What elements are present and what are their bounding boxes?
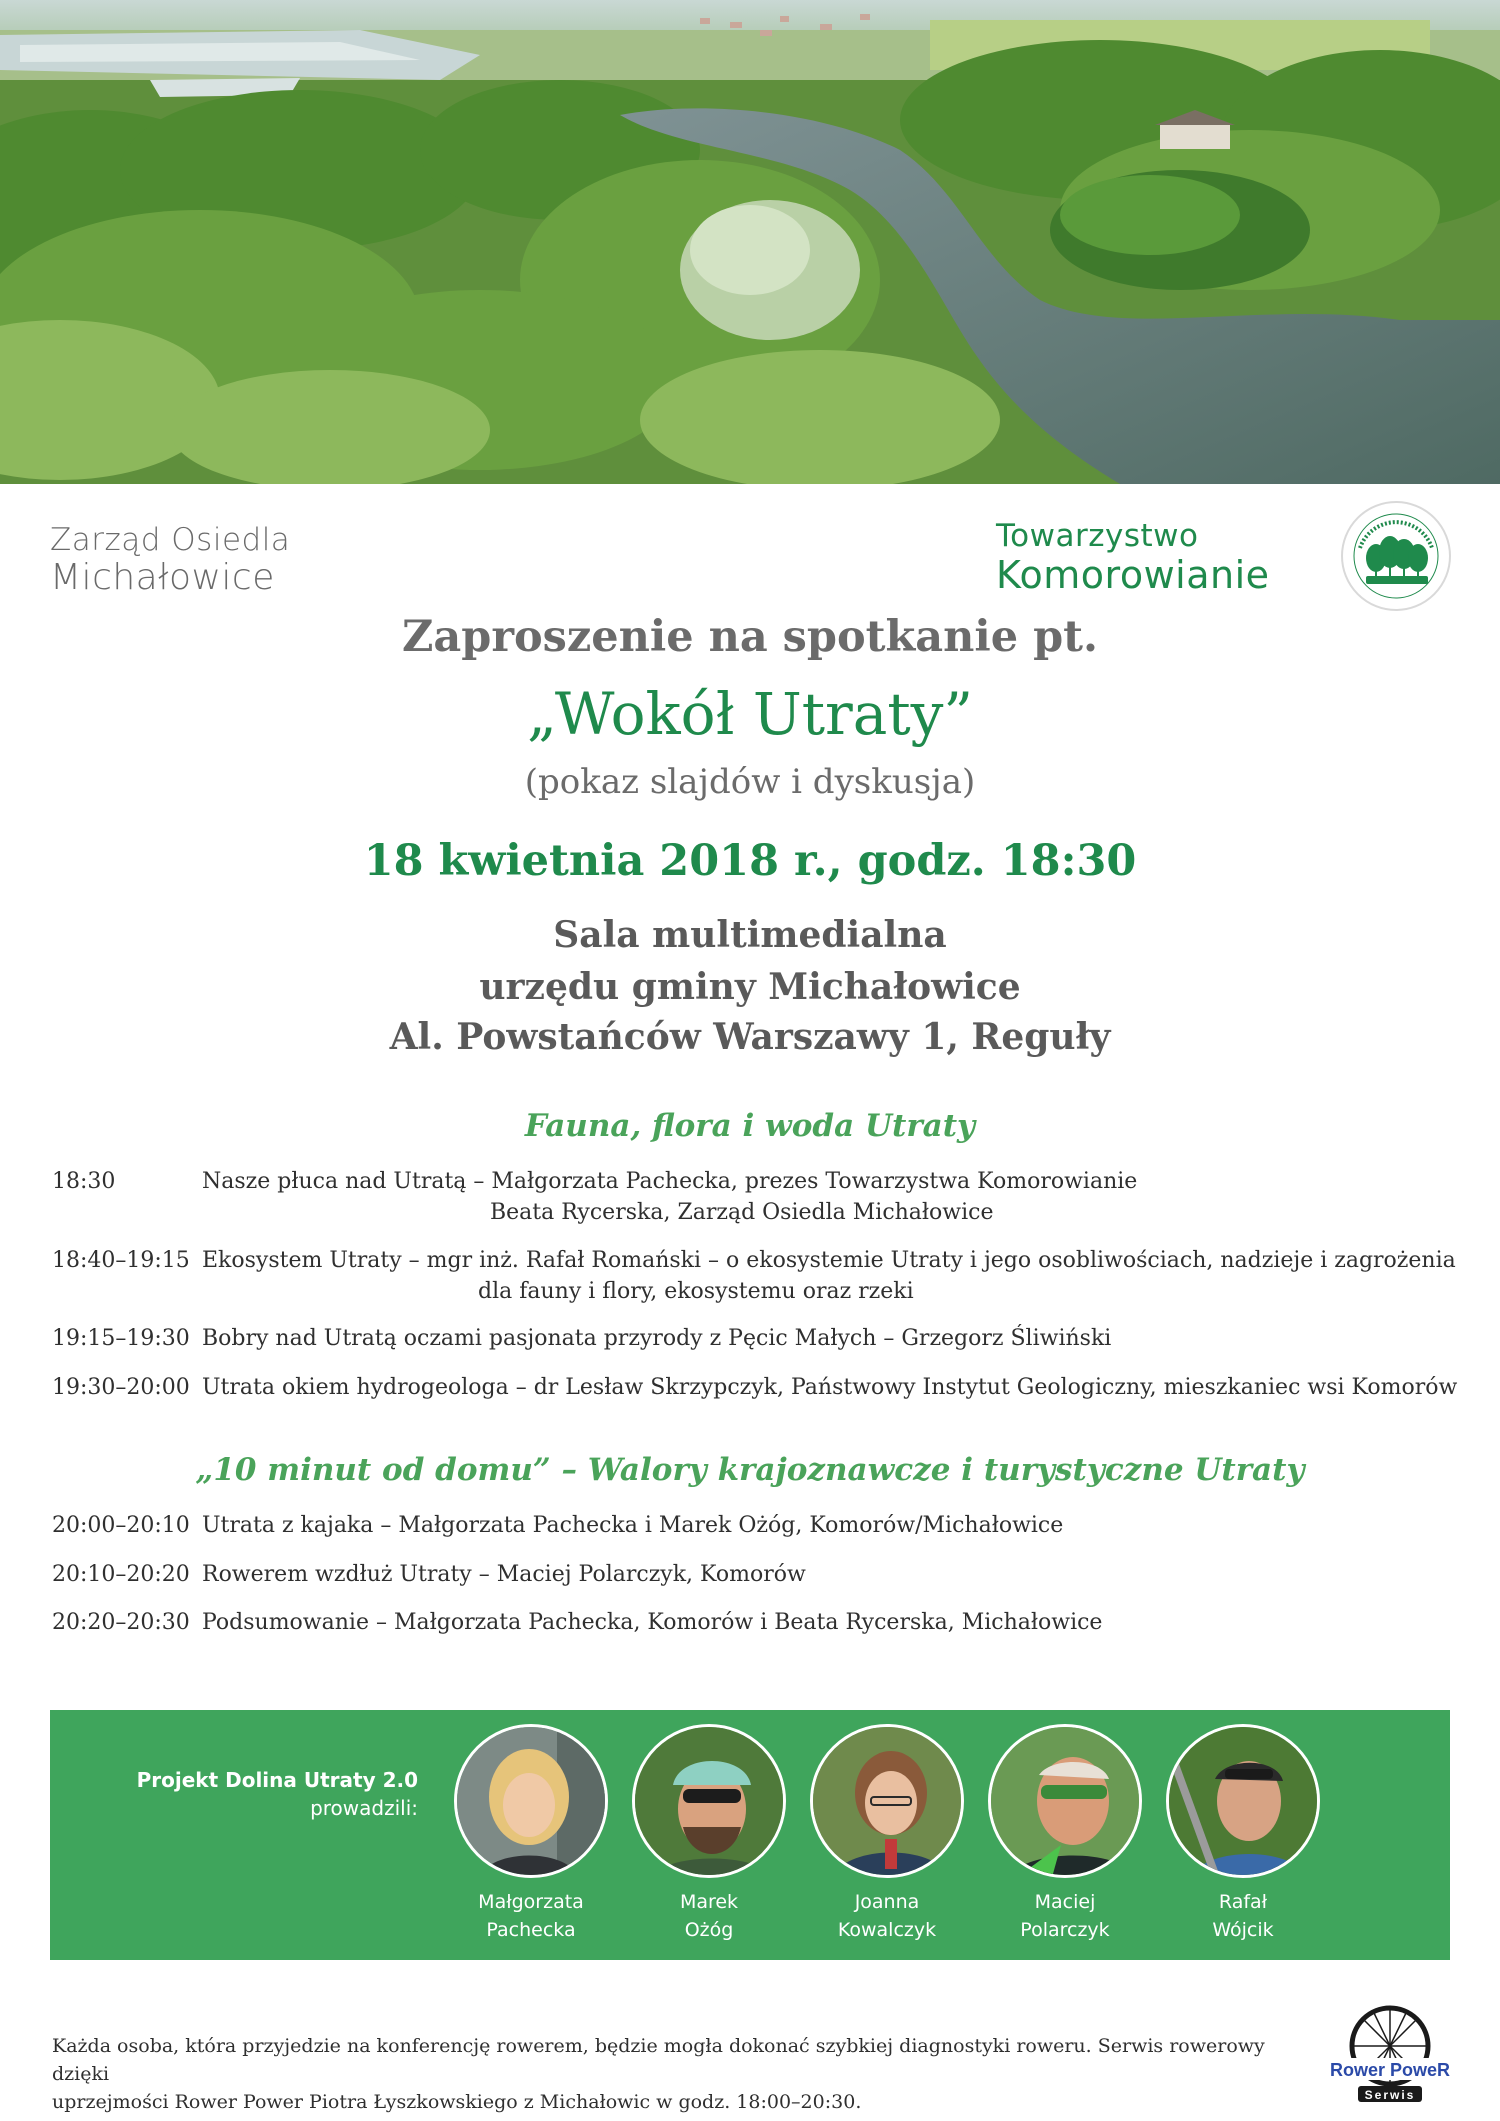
avatar bbox=[454, 1724, 608, 1878]
person-last-name: Pachecka bbox=[486, 1919, 576, 1941]
program-text: Nasze płuca nad Utratą – Małgorzata Pachecka, prezes Towarzystwa Komorowianie bbox=[202, 1169, 1138, 1194]
person-name bbox=[1158, 1888, 1328, 1944]
program-text: Utrata okiem hydrogeologa – dr Lesław Skrzypczyk, Państwowy Instytut Geologiczny, mieszkaniec wsi Komorów bbox=[202, 1375, 1458, 1400]
footer-note bbox=[52, 2032, 1282, 2116]
program-text: Ekosystem Utraty – mgr inż. Rafał Romański – o ekosystemie Utraty i jego osobliwościach, nadzieje i zagrożenia bbox=[202, 1248, 1456, 1273]
person-card bbox=[446, 1724, 616, 1944]
program-item bbox=[52, 1323, 1472, 1355]
person-name bbox=[446, 1888, 616, 1944]
portrait-image bbox=[813, 1727, 964, 1878]
svg-text:Serwis: Serwis bbox=[1364, 2088, 1416, 2102]
towarzystwo-komorowianie-logo bbox=[996, 518, 1270, 596]
event-title: „Wokół Utraty” bbox=[526, 680, 974, 748]
program-time: 20:10–20:20 bbox=[52, 1562, 190, 1587]
right-org-line2: Komorowianie bbox=[996, 553, 1270, 597]
footer-line1: Każda osoba, która przyjedzie na konferencję rowerem, będzie mogła dokonać szybkiej diagnostyki roweru. Serwis rowerowy dzięki bbox=[52, 2035, 1265, 2085]
event-place-line3: Al. Powstańców Warszawy 1, Reguły bbox=[389, 1016, 1111, 1058]
portrait-image bbox=[1169, 1727, 1320, 1878]
program-text: Utrata z kajaka – Małgorzata Pachecka i Marek Ożóg, Komorów/Michałowice bbox=[202, 1513, 1064, 1538]
person-last-name: Kowalczyk bbox=[837, 1919, 937, 1941]
person-card bbox=[624, 1724, 794, 1944]
event-subtitle: (pokaz slajdów i dyskusja) bbox=[524, 762, 976, 802]
person-card bbox=[1158, 1724, 1328, 1944]
seal-icon bbox=[1340, 500, 1452, 612]
zarzad-osiedla-logo bbox=[50, 522, 290, 598]
program-desc bbox=[202, 1245, 1472, 1307]
program-item bbox=[52, 1166, 1472, 1230]
person-name bbox=[624, 1888, 794, 1944]
left-org-line2: Michałowice bbox=[50, 557, 275, 598]
event-place-line2: urzędu gminy Michałowice bbox=[479, 966, 1021, 1008]
hero-landscape-photo bbox=[0, 0, 1500, 484]
program-text-cont: Beata Rycerska, Zarząd Osiedla Michałowice bbox=[490, 1200, 994, 1225]
program-text: Podsumowanie – Małgorzata Pachecka, Komorów i Beata Rycerska, Michałowice bbox=[202, 1610, 1103, 1635]
person-name bbox=[980, 1888, 1150, 1944]
svg-text:Rower PoweR: Rower PoweR bbox=[1330, 2060, 1450, 2080]
program-desc bbox=[202, 1166, 1472, 1228]
hero-landscape-image bbox=[0, 0, 1500, 484]
program-text: Rowerem wzdłuż Utraty – Maciej Polarczyk, Komorów bbox=[202, 1562, 806, 1587]
portrait-image bbox=[991, 1727, 1142, 1878]
program-item bbox=[52, 1510, 1472, 1542]
program-time: 20:20–20:30 bbox=[52, 1610, 190, 1635]
event-date: 18 kwietnia 2018 r., godz. 18:30 bbox=[363, 836, 1137, 886]
section1-heading: Fauna, flora i woda Utraty bbox=[524, 1108, 976, 1144]
person-card bbox=[802, 1724, 972, 1944]
program-item bbox=[52, 1607, 1472, 1639]
avatar bbox=[988, 1724, 1142, 1878]
section2-heading: „10 minut od domu” – Walory krajoznawcze i turystyczne Utraty bbox=[195, 1452, 1305, 1488]
person-first-name: Maciej bbox=[1034, 1891, 1096, 1913]
komorowianie-seal-logo bbox=[1340, 500, 1452, 612]
bicycle-wheel-icon bbox=[1330, 2000, 1450, 2110]
program-text-cont: dla fauny i flory, ekosystemu oraz rzeki bbox=[478, 1279, 914, 1304]
person-first-name: Joanna bbox=[854, 1891, 920, 1913]
person-card bbox=[980, 1724, 1150, 1944]
program-time: 18:40–19:15 bbox=[52, 1248, 190, 1273]
person-first-name: Marek bbox=[679, 1891, 739, 1913]
person-last-name: Polarczyk bbox=[1020, 1919, 1110, 1941]
avatar bbox=[632, 1724, 786, 1878]
person-last-name: Ożóg bbox=[684, 1919, 734, 1941]
portrait-image bbox=[457, 1727, 608, 1878]
led-by-label: prowadzili: bbox=[310, 1796, 418, 1820]
invitation-intro: Zaproszenie na spotkanie pt. bbox=[402, 612, 1098, 662]
program-time: 20:00–20:10 bbox=[52, 1513, 190, 1538]
program-time: 19:30–20:00 bbox=[52, 1375, 190, 1400]
person-name bbox=[802, 1888, 972, 1944]
program-text: Bobry nad Utratą oczami pasjonata przyrody z Pęcic Małych – Grzegorz Śliwiński bbox=[202, 1326, 1112, 1351]
project-leaders-band bbox=[50, 1710, 1450, 1960]
project-label bbox=[50, 1766, 418, 1822]
portrait-image bbox=[635, 1727, 786, 1878]
program-item bbox=[52, 1372, 1472, 1404]
program-item bbox=[52, 1245, 1472, 1309]
project-name: Projekt Dolina Utraty 2.0 bbox=[136, 1768, 418, 1792]
person-first-name: Rafał bbox=[1218, 1891, 1268, 1913]
person-last-name: Wójcik bbox=[1212, 1919, 1274, 1941]
program-time: 19:15–19:30 bbox=[52, 1326, 190, 1351]
footer-line2: uprzejmości Rower Power Piotra Łyszkowskiego z Michałowic w godz. 18:00–20:30. bbox=[52, 2091, 862, 2113]
avatar bbox=[1166, 1724, 1320, 1878]
right-org-line1: Towarzystwo bbox=[996, 518, 1199, 554]
program-item bbox=[52, 1559, 1472, 1591]
left-org-line1: Zarząd Osiedla bbox=[50, 522, 291, 558]
avatar bbox=[810, 1724, 964, 1878]
rower-power-logo bbox=[1330, 2000, 1450, 2110]
event-place-line1: Sala multimedialna bbox=[553, 914, 947, 956]
program-time: 18:30 bbox=[52, 1169, 116, 1194]
person-first-name: Małgorzata bbox=[478, 1891, 584, 1913]
